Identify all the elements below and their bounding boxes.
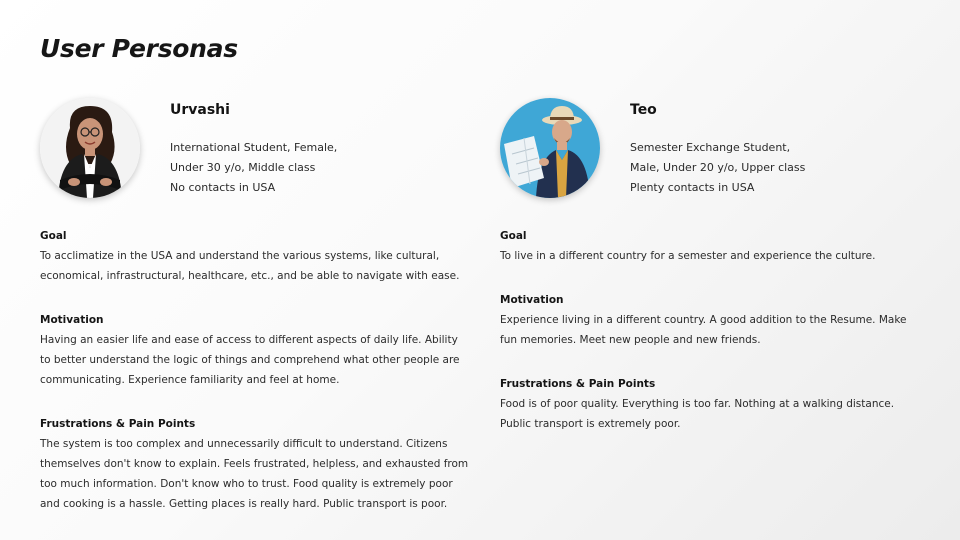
persona-info <box>170 138 337 198</box>
page-title: User Personas <box>40 34 238 63</box>
persona-info <box>630 138 805 198</box>
persona-info-line: No contacts in USA <box>170 181 276 194</box>
persona-info-line: Male, Under 20 y/o, Upper class <box>630 161 806 174</box>
goal-section <box>500 226 920 266</box>
motivation-section <box>500 290 920 350</box>
frustrations-section <box>500 374 920 434</box>
frustrations-text: Food is of poor quality. Everything is too far. Nothing at a walking distance. Public transport is extremely poor. <box>500 398 895 430</box>
motivation-section <box>40 310 470 390</box>
motivation-text: Having an easier life and ease of access to different aspects of daily life. Ability to better understand the logic of things and comprehend what other people are communicating. Experience familiarity and feel at home. <box>40 334 460 386</box>
avatar-urvashi <box>40 98 140 198</box>
frustrations-heading: Frustrations & Pain Points <box>500 378 656 390</box>
persona-info-line: International Student, Female, <box>170 141 338 154</box>
persona-name: Urvashi <box>170 102 230 118</box>
persona-name: Teo <box>630 102 657 118</box>
persona-info-line: Plenty contacts in USA <box>630 181 755 194</box>
motivation-text: Experience living in a different country. A good addition to the Resume. Make fun memories. Meet new people and new friends. <box>500 314 907 346</box>
motivation-heading: Motivation <box>500 294 564 306</box>
goal-heading: Goal <box>500 230 527 242</box>
goal-section <box>40 226 470 286</box>
goal-heading: Goal <box>40 230 67 242</box>
motivation-heading: Motivation <box>40 314 104 326</box>
frustrations-section <box>40 414 470 514</box>
persona-info-line: Semester Exchange Student, <box>630 141 791 154</box>
avatar-teo <box>500 98 600 198</box>
persona-info-line: Under 30 y/o, Middle class <box>170 161 316 174</box>
frustrations-text: The system is too complex and unnecessarily difficult to understand. Citizens themselves don't know to explain. Feels frustrated, helpless, and exhausted from too much information. Don't know who to trust. Food quality is extremely poor and cooking is a hassle. Getting places is really hard. Public transport is poor. <box>40 438 469 510</box>
goal-text: To live in a different country for a semester and experience the culture. <box>500 250 876 262</box>
goal-text: To acclimatize in the USA and understand the various systems, like cultural, economical, infrastructural, healthcare, etc., and be able to navigate with ease. <box>40 250 460 282</box>
frustrations-heading: Frustrations & Pain Points <box>40 418 196 430</box>
